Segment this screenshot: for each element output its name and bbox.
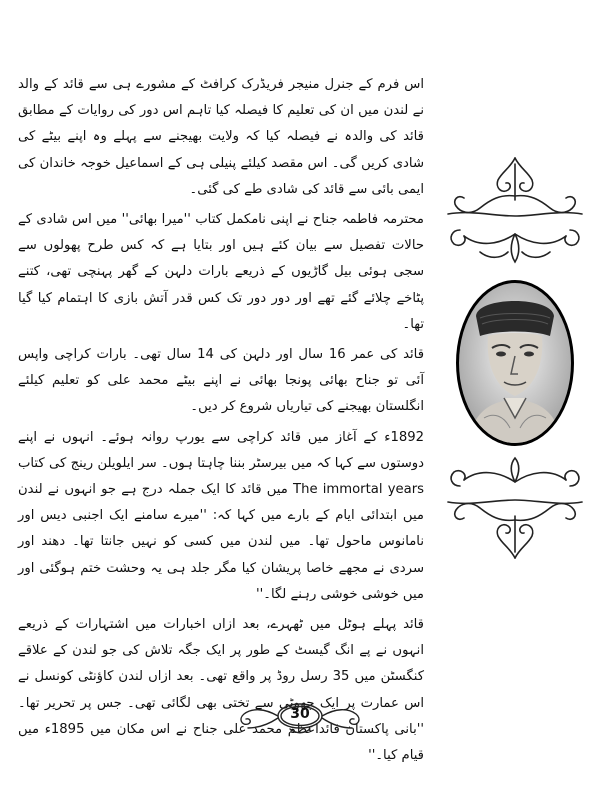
page-number-badge xyxy=(200,698,400,738)
side-illustration xyxy=(440,150,590,570)
paragraph: قائد کی عمر 16 سال اور دلہن کی 14 سال تھی۔ بارات کراچی واپس آئی تو جناح بھائی پونجا بھائی نے اپنے بیٹے محمد علی کو تعلیم کیلئے انگلستان بھیجنے کی تیاریاں شروع کر دیں۔ xyxy=(18,347,425,415)
paragraph: محترمہ فاطمہ جناح نے اپنی نامکمل کتاب ''میرا بھائی'' میں اس شادی کے حالات تفصیل سے بیان کئے ہیں اور بتایا ہے کہ کس طرح پھولوں سے سجی ہوئی بیل گاڑیوں کے ذریعے بارات دلہن کے گھر پہنچی تھی، کتنے پٹاخے چلائے گئے تھے اور دور دور تک کس قدر آتش بازی کا اہتمام کیا گیا تھا۔ xyxy=(18,212,424,332)
ornament-divider-icon xyxy=(440,150,590,270)
paragraph: قائد پہلے ہوٹل میں ٹھہرے، بعد ازاں اخبارات میں اشتہارات کے ذریعے انہوں نے پے انگ گیسٹ کے طور پر ایک جگہ تلاش کی جو لندن کے علاقے کنگسٹن میں 35 رسل روڈ پر واقع تھی۔ بعد ازاں لندن کاؤنٹی کونسل نے اس عمارت پر ایک چھوٹی سے تختی بھی لگائی تھی۔ جس پر تحریر تھا۔ ''بانی پاکستان قائداعظم محمد علی جناح نے اس مکان میں 1895ء میں قیام کیا۔'' xyxy=(18,617,424,764)
paragraph: 1892ء کے آغاز میں قائد کراچی سے یورپ روانہ ہوئے۔ انہوں نے اپنے دوستوں سے کہا کہ میں بیرسٹر بننا چاہتا ہوں۔ سر ایلویلن رینج کی کتاب The immortal years میں قائد کا ایک جملہ درج ہے جو انہوں نے لندن میں ابتدائی ایام کے بارے میں کہا کہ: ''میرے سامنے ایک اجنبی دیس اور نامانوس ماحول تھا۔ میں لندن میں کسی کو نہیں جانتا تھا۔ دھند اور سردی نے مجھے خاصا پریشان کیا مگر جلد ہی یہ وحشت ختم ہوگئی اور میں خوشی خوشی رہنے لگا۔'' xyxy=(18,429,424,602)
body-text xyxy=(18,72,424,773)
page-number: 30 xyxy=(290,706,310,722)
paragraph: اس فرم کے جنرل منیجر فریڈرک کرافٹ کے مشورے ہی سے قائد کے والد نے لندن میں ان کی تعلیم کا فیصلہ کیا تاہم اس دور کی روایات کے مطابق قائد کی والدہ نے فیصلہ کیا کہ ولایت بھیجنے سے پہلے وہ اپنے بیٹے کی شادی کریں گی۔ اس مقصد کیلئے پنیلی ہی کے اسماعیل خوجہ خاندان کی ایمی بائی سے قائد کی شادی طے کی گئی۔ xyxy=(18,77,424,197)
ornament-divider-icon xyxy=(440,456,590,566)
portrait-image xyxy=(454,278,576,448)
